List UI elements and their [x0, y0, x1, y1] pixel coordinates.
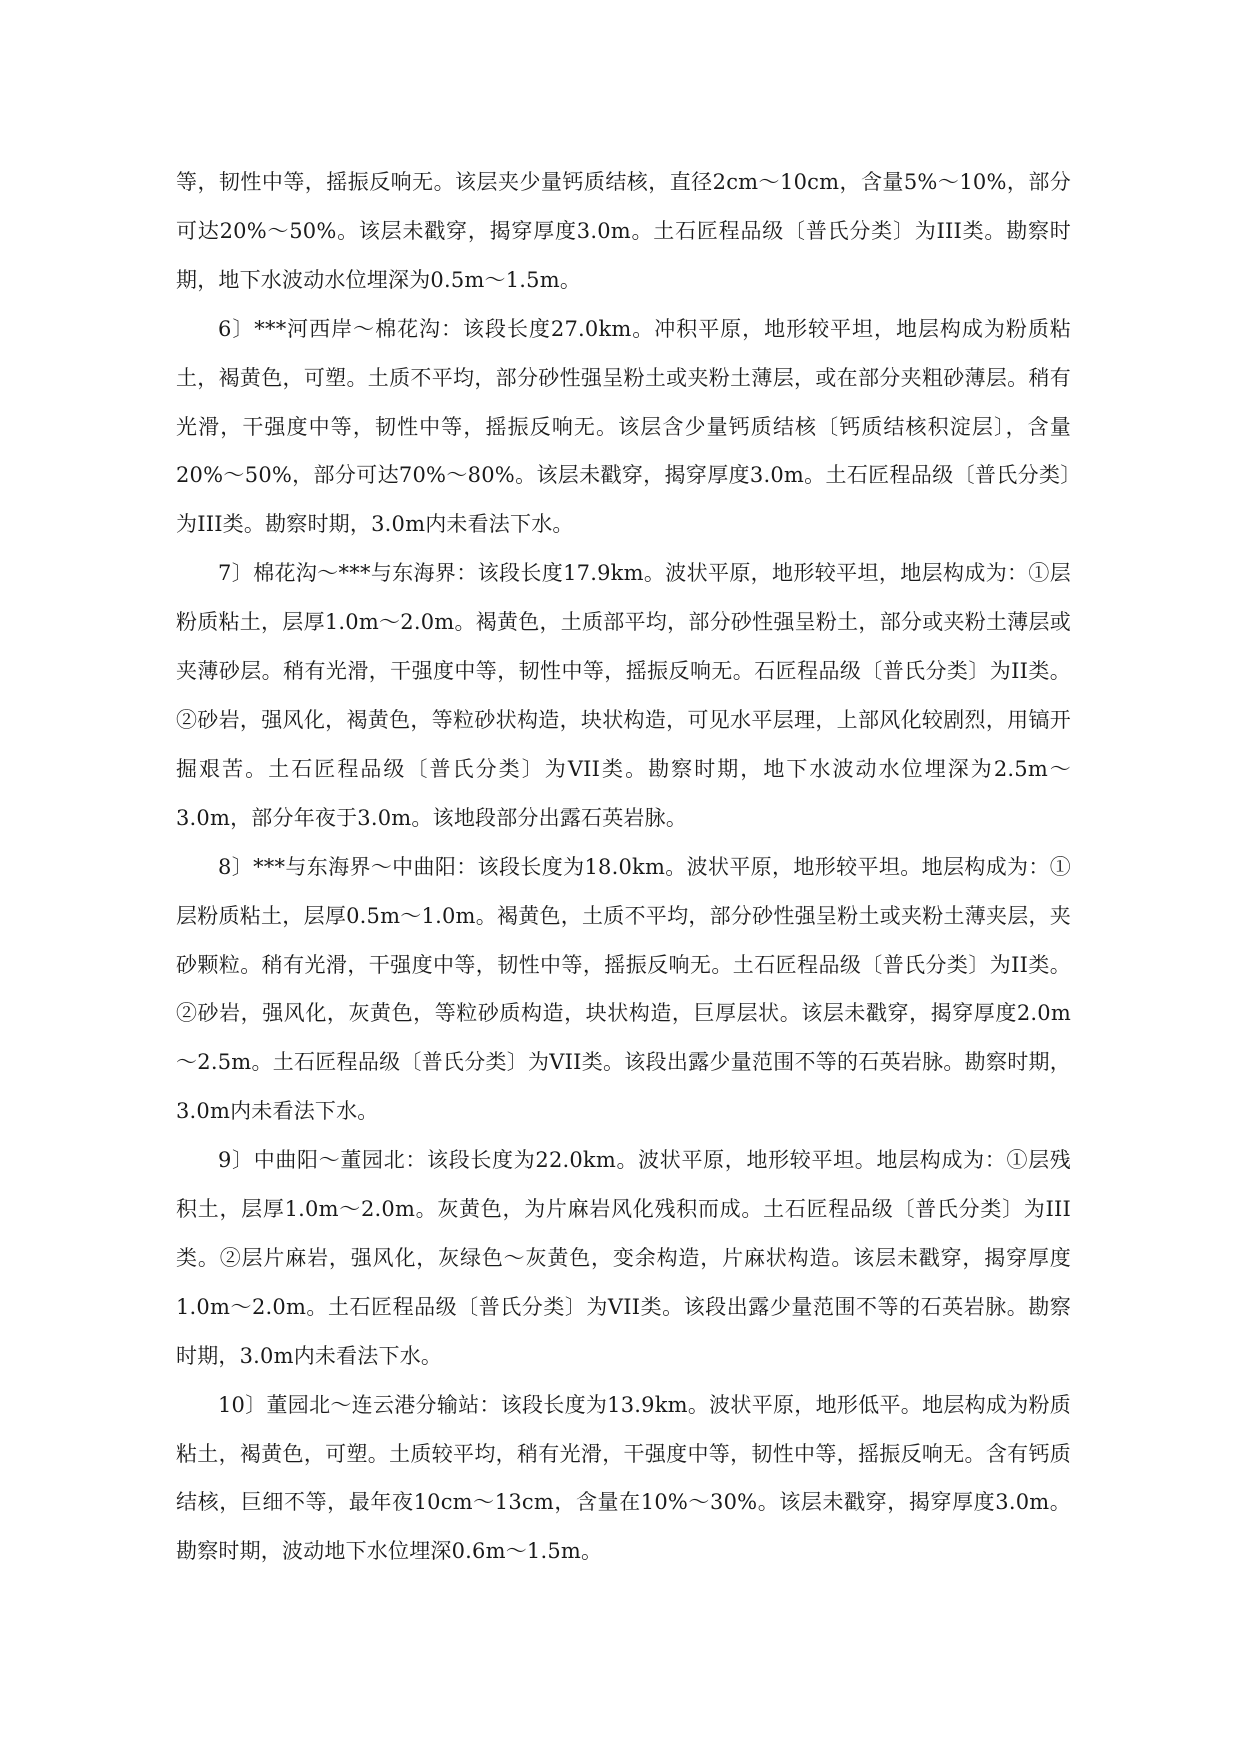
paragraph-section-10: 10〕董园北～连云港分输站：该段长度为13.9km。波状平原，地形低平。地层构成为粉质粘土，褐黄色，可塑。土质较平均，稍有光滑，干强度中等，韧性中等，摇振反响无。含有钙质结核，巨细不等，最年夜10cm～13cm，含量在10%～30%。该层未戳穿，揭穿厚度3.0m。勘察时期，波动地下水位埋深0.6m～1.5m。	[176, 1392, 1071, 1564]
paragraph-section-6: 6〕***河西岸～棉花沟：该段长度27.0km。冲积平原，地形较平坦，地层构成为粉质粘土，褐黄色，可塑。土质不平均，部分砂性强呈粉土或夹粉土薄层，或在部分夹粗砂薄层。稍有光滑，干强度中等，韧性中等，摇振反响无。该层含少量钙质结核〔钙质结核积淀层〕，含量20%～50%，部分可达70%～80%。该层未戳穿，揭穿厚度3.0m。土石匠程品级〔普氏分类〕为III类。勘察时期，3.0m内未看法下水。	[176, 316, 1071, 537]
paragraph-section-7: 7〕棉花沟～***与东海界：该段长度17.9km。波状平原，地形较平坦，地层构成为：①层粉质粘土，层厚1.0m～2.0m。褐黄色，土质部平均，部分砂性强呈粉土，部分或夹粉土薄层或夹薄砂层。稍有光滑，干强度中等，韧性中等，摇振反响无。石匠程品级〔普氏分类〕为II类。②砂岩，强风化，褐黄色，等粒砂状构造，块状构造，可见水平层理，上部风化较剧烈，用镐开掘艰苦。土石匠程品级〔普氏分类〕为VII类。勘察时期，地下水波动水位埋深为2.5m～3.0m，部分年夜于3.0m。该地段部分出露石英岩脉。	[176, 561, 1071, 830]
paragraph-section-9: 9〕中曲阳～董园北：该段长度为22.0km。波状平原，地形较平坦。地层构成为：①层残积土，层厚1.0m～2.0m。灰黄色，为片麻岩风化残积而成。土石匠程品级〔普氏分类〕为III类。②层片麻岩，强风化，灰绿色～灰黄色，变余构造，片麻状构造。该层未戳穿，揭穿厚度1.0m～2.0m。土石匠程品级〔普氏分类〕为VII类。该段出露少量范围不等的石英岩脉。勘察时期，3.0m内未看法下水。	[176, 1148, 1071, 1368]
paragraph-continuation: 等，韧性中等，摇振反响无。该层夹少量钙质结核，直径2cm～10cm，含量5%～10%，部分可达20%～50%。该层未戳穿，揭穿厚度3.0m。土石匠程品级〔普氏分类〕为III类。勘察时期，地下水波动水位埋深为0.5m～1.5m。	[176, 170, 1071, 292]
paragraph-section-8: 8〕***与东海界～中曲阳：该段长度为18.0km。波状平原，地形较平坦。地层构成为：①层粉质粘土，层厚0.5m～1.0m。褐黄色，土质不平均，部分砂性强呈粉土或夹粉土薄夹层，夹砂颗粒。稍有光滑，干强度中等，韧性中等，摇振反响无。土石匠程品级〔普氏分类〕为II类。②砂岩，强风化，灰黄色，等粒砂质构造，块状构造，巨厚层状。该层未戳穿，揭穿厚度2.0m～2.5m。土石匠程品级〔普氏分类〕为VII类。该段出露少量范围不等的石英岩脉。勘察时期，3.0m内未看法下水。	[176, 854, 1071, 1124]
document-body	[176, 158, 1071, 1576]
